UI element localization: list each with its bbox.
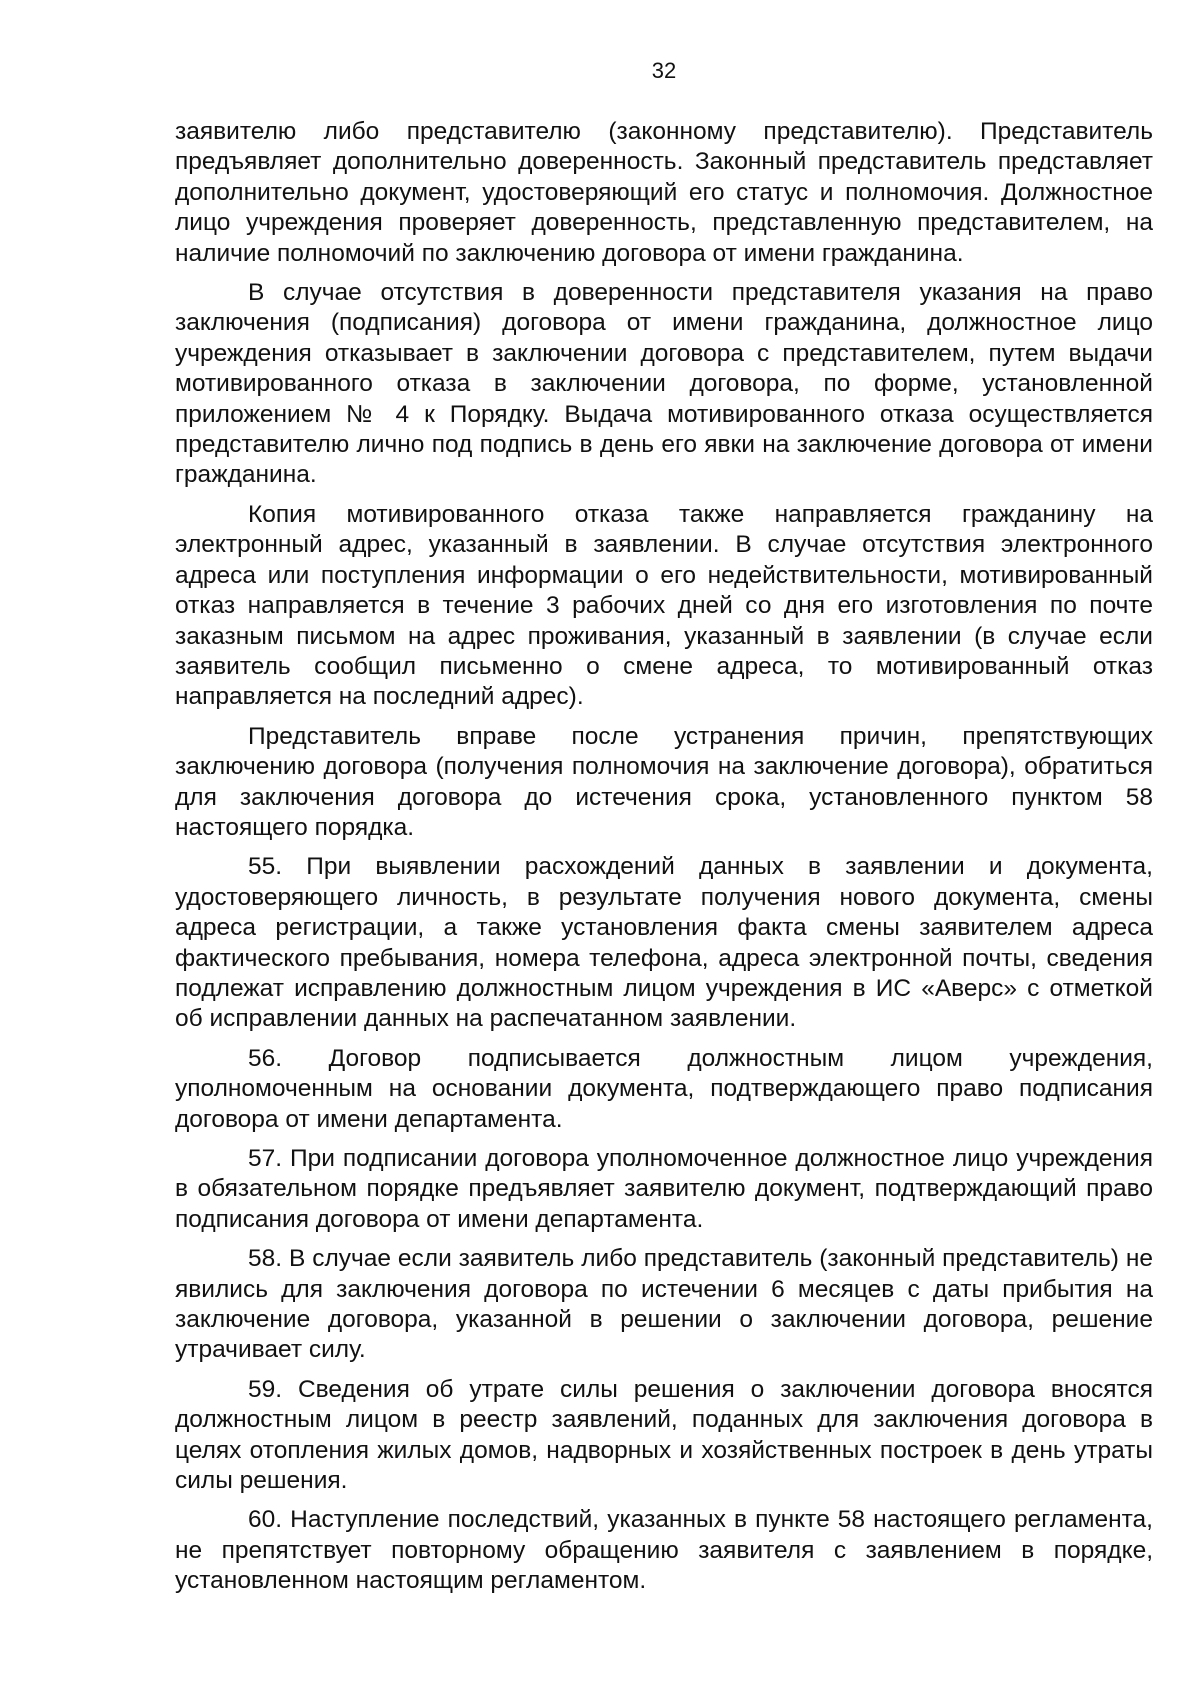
document-body: [175, 117, 1153, 1606]
paragraph-item-55: 55. При выявлении расхождений данных в заявлении и документа, удостоверяющего личность, в результате получения нового документа, смены адреса регистрации, а также установления факта смены заявителем адреса фактического пребывания, номера телефона, адреса электронной почты, сведения подлежат исправлению должностным лицом учреждения в ИС «Аверс» с отметкой об исправлении данных на распечатанном заявлении.: [175, 853, 1153, 1033]
paragraph-continuation: заявителю либо представителю (законному представителю). Представитель предъявляет дополнительно доверенность. Законный представитель представляет дополнительно документ, удостоверяющий его статус и полномочия. Должностное лицо учреждения проверяет доверенность, представленную представителем, на наличие полномочий по заключению договора от имени гражданина.: [175, 118, 1153, 267]
paragraph-refusal-copy: Копия мотивированного отказа также направляется гражданину на электронный адрес, указанный в заявлении. В случае отсутствия электронного адреса или поступления информации о его недействительности, мотивированный отказ направляется в течение 3 рабочих дней со дня его изготовления по почте заказным письмом на адрес проживания, указанный в заявлении (в случае если заявитель сообщил письменно о смене адреса, то мотивированный отказ направляется на последний адрес).: [175, 500, 1153, 711]
paragraph-item-57: 57. При подписании договора уполномоченное должностное лицо учреждения в обязательном порядке предъявляет заявителю документ, подтверждающий право подписания договора от имени департамента.: [175, 1145, 1153, 1233]
page-number: 32: [651, 58, 677, 83]
paragraph-item-60: 60. Наступление последствий, указанных в пункте 58 настоящего регламента, не препятствует повторному обращению заявителя с заявлением в порядке, установленном настоящим регламентом.: [175, 1506, 1153, 1595]
paragraph-item-59: 59. Сведения об утрате силы решения о заключении договора вносятся должностным лицом в реестр заявлений, поданных для заключения договора в целях отопления жилых домов, надворных и хозяйственных построек в день утраты силы решения.: [175, 1375, 1153, 1495]
paragraph-item-56: 56. Договор подписывается должностным лицом учреждения, уполномоченным на основании документа, подтверждающего право подписания договора от имени департамента.: [175, 1044, 1153, 1133]
paragraph-representative-refusal: В случае отсутствия в доверенности представителя указания на право заключения (подписания) договора от имени гражданина, должностное лицо учреждения отказывает в заключении договора с представителем, путем выдачи мотивированного отказа в заключении договора, по форме, установленной приложением № 4 к Порядку. Выдача мотивированного отказа осуществляется представителю лично под подпись в день его явки на заключение договора от имени гражданина.: [175, 279, 1153, 489]
paragraph-item-58: 58. В случае если заявитель либо представитель (законный представитель) не явились для заключения договора по истечении 6 месяцев с даты прибытия на заключение договора, указанной в решении о заключении договора, решение утрачивает силу.: [175, 1245, 1153, 1364]
paragraph-representative-reapply: Представитель вправе после устранения причин, препятствующих заключению договора (получения полномочия на заключение договора), обратиться для заключения договора до истечения срока, установленного пунктом 58 настоящего порядка.: [175, 722, 1153, 841]
